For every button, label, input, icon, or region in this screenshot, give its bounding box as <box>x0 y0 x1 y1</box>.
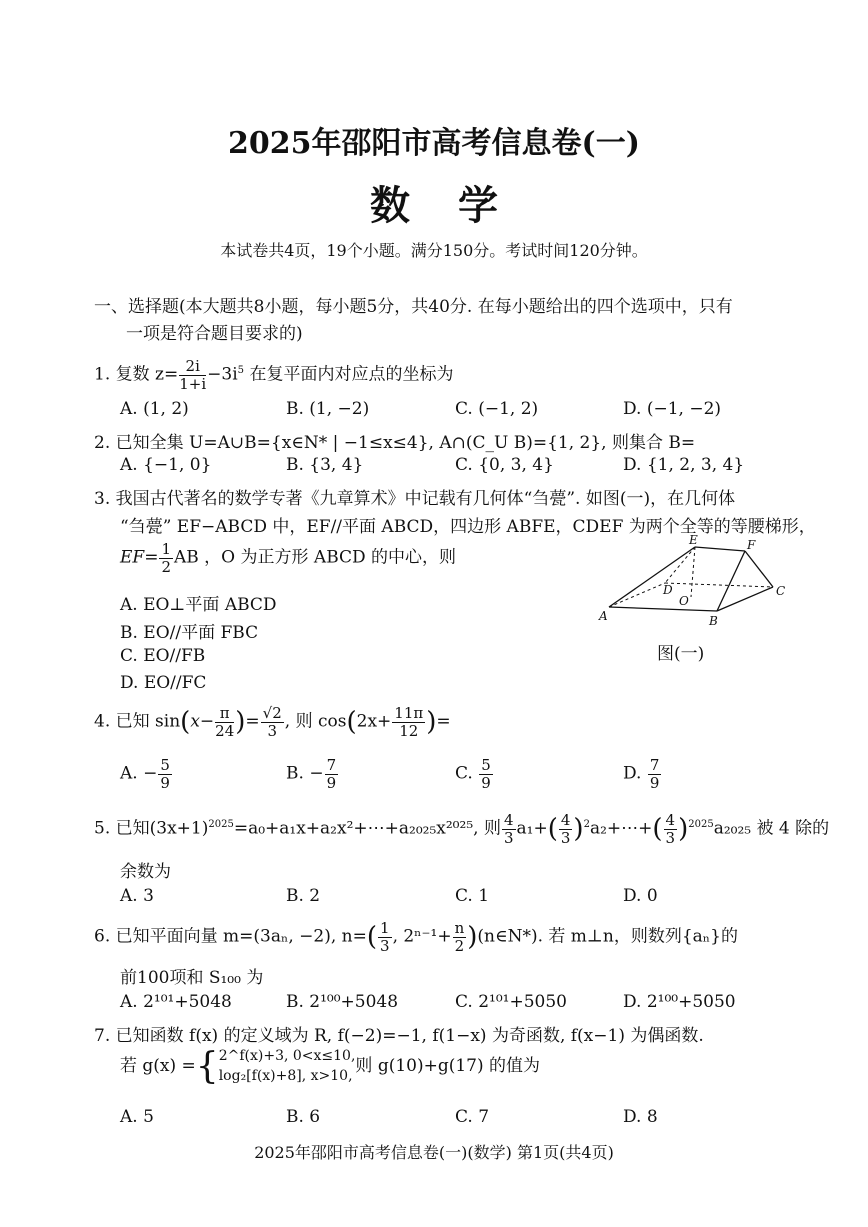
q1-prefix: 复数 z= <box>115 364 179 385</box>
q2-option-c: C. {0, 3, 4} <box>455 455 554 475</box>
edge-ab <box>609 607 717 611</box>
q3-figure-caption: 图(一) <box>657 644 705 664</box>
edge-fc <box>745 551 773 587</box>
q3-option-b: B. EO//平面 FBC <box>120 623 259 643</box>
q5-option-a: A. 3 <box>120 886 154 906</box>
question-3-line3: EF= $\frac{1}{2}$ AB ，O 为正方形 ABCD 的中心，则 <box>120 540 457 576</box>
q6-option-c: C. 2¹⁰¹+5050 <box>455 992 567 1012</box>
q4-option-c: C. $\frac{5}{9}$ <box>455 756 491 792</box>
edge-eo <box>691 547 695 597</box>
q1-fraction: $\frac{2i}{1+i}$ <box>179 357 207 393</box>
q6-option-a: A. 2¹⁰¹+5048 <box>120 992 232 1012</box>
q1-option-b: B. (1, −2) <box>286 399 370 419</box>
q3-option-d: D. EO//FC <box>120 673 207 693</box>
question-1 <box>94 358 453 392</box>
question-3-line2: “刍甍” EF−ABCD 中，EF//平面 ABCD，四边形 ABFE，CDEF 为两个全等的等腰梯形， <box>120 517 816 537</box>
label-d: D <box>663 583 673 597</box>
q2-option-d: D. {1, 2, 3, 4} <box>623 455 745 475</box>
edge-ef <box>695 547 745 551</box>
q4-option-b: B. − $\frac{7}{9}$ <box>286 756 337 792</box>
q1-option-d: D. (−1, −2) <box>623 399 722 419</box>
q2-option-a: A. {−1, 0} <box>120 455 212 475</box>
q1-suffix: 在复平面内对应点的坐标为 <box>249 364 454 385</box>
q4-option-a: A. − $\frac{5}{9}$ <box>120 756 170 792</box>
page-footer: 2025年邵阳市高考信息卷(一)(数学) 第1页(共4页) <box>254 1143 614 1162</box>
q2-text: 已知全集 U=A∪B={x∈N* | −1≤x≤4}, A∩(C_U B)={1, 2}, 则集合 B= <box>115 433 696 453</box>
question-2: 2. 已知全集 U=A∪B={x∈N* | −1≤x≤4}, A∩(C_U B)={1, 2}, 则集合 B= <box>94 433 696 453</box>
edge-fb <box>717 551 745 611</box>
exam-intro: 本试卷共4页，19个小题。满分150分。考试时间120分钟。 <box>220 241 648 260</box>
q1-exp: 5 <box>237 364 245 376</box>
question-number: 1. <box>94 364 111 385</box>
q5-option-b: B. 2 <box>286 886 321 906</box>
section-heading-line1: 一、选择题(本大题共8小题，每小题5分，共40分. 在每小题给出的四个选项中，只有 <box>94 297 733 317</box>
question-7-line2: 若 g(x) ={2^f(x)+3, 0<x≤10, log₂[f(x)+8], x>10, 则 g(10)+g(17) 的值为 <box>120 1046 541 1087</box>
question-5-line2: 余数为 <box>120 862 171 882</box>
edge-dc <box>665 583 773 587</box>
q5-option-c: C. 1 <box>455 886 490 906</box>
edge-bc <box>717 587 773 611</box>
q6-option-b: B. 2¹⁰⁰+5048 <box>286 992 399 1012</box>
q7-option-c: C. 7 <box>455 1107 490 1127</box>
q2-option-b: B. {3, 4} <box>286 455 364 475</box>
label-c: C <box>776 584 786 598</box>
q1-option-c: C. (−1, 2) <box>455 399 539 419</box>
page-title: 2025年邵阳市高考信息卷(一) <box>228 126 640 161</box>
q4-option-d: D. $\frac{7}{9}$ <box>623 756 660 792</box>
q7-option-a: A. 5 <box>120 1107 154 1127</box>
q5-option-d: D. 0 <box>623 886 658 906</box>
q7-option-b: B. 6 <box>286 1107 321 1127</box>
question-4: 4. 已知 sin(x− $\frac{\pi}{24}$ )= $\frac{√2}{3}$ , 则 cos(2x+ $\frac{11\pi}{12}$ )= <box>94 704 451 740</box>
q3-option-a: A. EO⊥平面 ABCD <box>120 595 277 615</box>
q1-option-a: A. (1, 2) <box>120 399 189 419</box>
label-e: E <box>689 533 698 547</box>
q7-piece2: log₂[f(x)+8], x>10, <box>218 1067 353 1084</box>
question-6-line1: 6. 已知平面向量 m=(3aₙ, −2), n=( $\frac{1}{3}$ , 2ⁿ⁻¹+ $\frac{n}{2}$ )(n∈N*). 若 m⊥n，则数列{aₙ}的 <box>94 919 738 955</box>
label-b: B <box>709 614 718 628</box>
label-f: F <box>747 538 756 552</box>
q7-option-d: D. 8 <box>623 1107 658 1127</box>
q7-piece1: 2^f(x)+3, 0<x≤10, <box>218 1047 356 1064</box>
q6-option-d: D. 2¹⁰⁰+5050 <box>623 992 736 1012</box>
edge-ad <box>609 583 665 607</box>
section-heading-line2: 一项是符合题目要求的) <box>126 324 303 344</box>
question-5-line1: 5. 已知$(3x+1)^{2025}=a_0+a_1x+a_2x^2+\cdots+a_{2025}x^{2025}$, 则 $\frac{4}{3}$ a₁+( $\frac{4}{3}$ )$^2$a₂+⋯+( $\frac{4}{3}$ )$^{2025}$a₂₀₂₅ 被 4 除的 <box>94 811 830 847</box>
question-3-line1: 3. 我国古代著名的数学专著《九章算术》中记载有几何体“刍甍”. 如图(一)，在几何体 <box>94 489 736 509</box>
q3-figure <box>595 533 795 633</box>
subject-title: 数学 <box>370 182 546 229</box>
label-a: A <box>599 609 608 623</box>
q3-option-c: C. EO//FB <box>120 646 206 666</box>
label-o: O <box>679 594 689 608</box>
question-7-line1: 7. 已知函数 f(x) 的定义域为 R, f(−2)=−1, f(1−x) 为奇函数, f(x−1) 为偶函数. <box>94 1026 704 1046</box>
q1-mid: −3i <box>207 364 238 385</box>
question-6-line2: 前100项和 S₁₀₀ 为 <box>120 968 264 988</box>
